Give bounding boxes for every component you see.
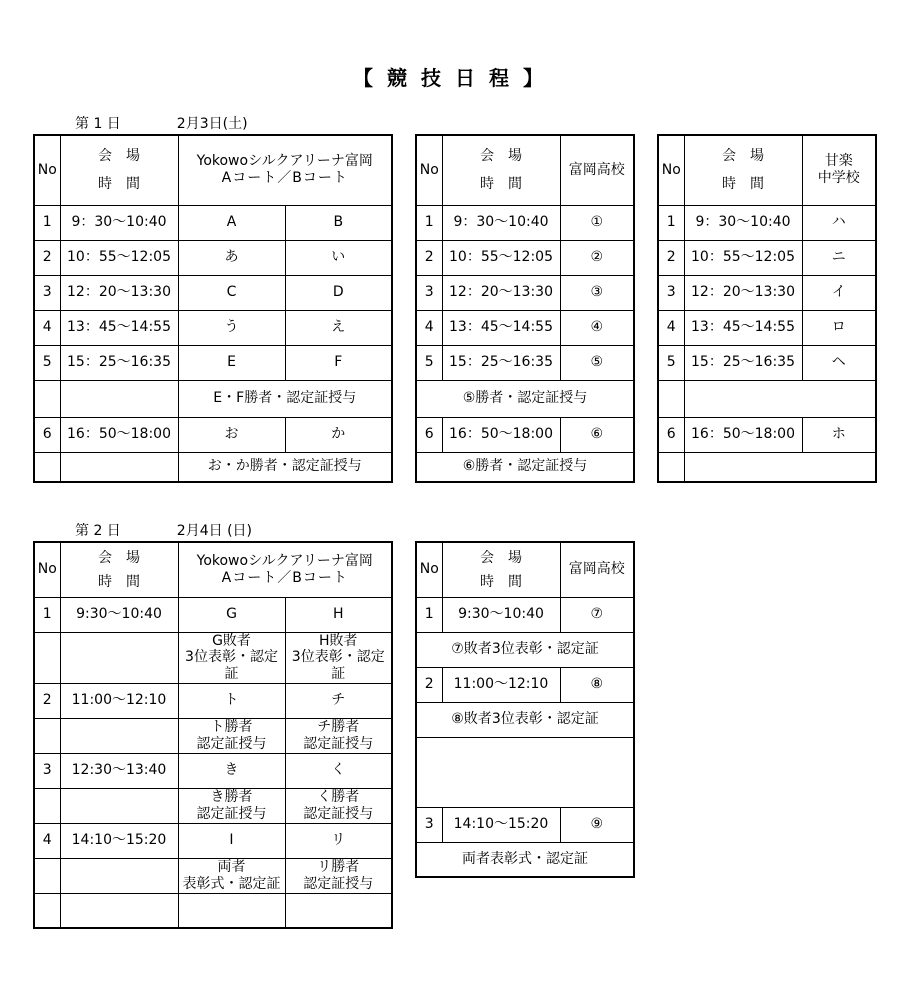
award-note: ⑤勝者・認定証授与 [416, 380, 634, 417]
table-row [34, 380, 392, 417]
match-number: ④ [560, 310, 634, 345]
row-time: 9：30〜10:40 [684, 205, 802, 240]
court-b-note [285, 718, 392, 753]
table-row [34, 823, 392, 858]
match-number: ② [560, 240, 634, 275]
court-b-match: リ [285, 823, 392, 858]
court-b-match: か [285, 417, 392, 452]
table-row [34, 788, 392, 823]
table-row [416, 597, 634, 632]
header-time: 時 間 [722, 176, 764, 193]
venue-name: Yokowoシルクアリーナ富岡 [196, 153, 373, 170]
note-line2: 認定証授与 [196, 735, 267, 752]
row-time: 13：45〜14:55 [684, 310, 802, 345]
venue-name: 富岡高校 [560, 542, 634, 597]
table-row [34, 417, 392, 452]
award-note: 両者表彰式・認定証 [416, 842, 634, 877]
header-no: No [416, 135, 442, 205]
match-number: ③ [560, 275, 634, 310]
row-time: 13：45〜14:55 [442, 310, 560, 345]
note-line1: 両者 [217, 859, 246, 876]
table-row [34, 632, 392, 683]
header-no: No [416, 542, 442, 597]
table-row [416, 667, 634, 702]
row-time: 15：25〜16:35 [60, 345, 178, 380]
day1-main-table [33, 134, 393, 483]
row-no: 6 [416, 417, 442, 452]
row-no: 3 [34, 275, 60, 310]
table-row [416, 807, 634, 842]
court-a-note [178, 788, 285, 823]
row-time: 9：30〜10:40 [60, 205, 178, 240]
court-a-note [178, 718, 285, 753]
row-time: 10：55〜12:05 [60, 240, 178, 275]
row-no [34, 452, 60, 482]
table-row [416, 240, 634, 275]
table-row [34, 893, 392, 928]
note-line2: 認定証授与 [303, 875, 374, 892]
row-time: 16：50〜18:00 [60, 417, 178, 452]
header-time: 時 間 [98, 176, 140, 193]
match-label: ホ [802, 417, 876, 452]
row-no: 6 [658, 417, 684, 452]
row-time: 12：20〜13:30 [442, 275, 560, 310]
table-row [416, 417, 634, 452]
table-row [416, 205, 634, 240]
table-row [416, 380, 634, 417]
row-no [34, 858, 60, 893]
row-time: 14:10〜15:20 [60, 823, 178, 858]
header-time: 時 間 [98, 573, 140, 590]
court-names: Aコート／Bコート [221, 170, 348, 187]
row-no [34, 788, 60, 823]
match-label: ロ [802, 310, 876, 345]
table-row [34, 275, 392, 310]
court-b-match: B [285, 205, 392, 240]
venue-name: 富岡高校 [560, 135, 634, 205]
row-no: 2 [416, 240, 442, 275]
row-no: 4 [658, 310, 684, 345]
row-no: 2 [658, 240, 684, 275]
row-time: 15：25〜16:35 [684, 345, 802, 380]
award-note: お・か勝者・認定証授与 [178, 452, 392, 482]
table-row [416, 702, 634, 737]
row-no: 3 [416, 807, 442, 842]
row-time: 16：50〜18:00 [684, 417, 802, 452]
page-title: 【競技日程】 [353, 66, 557, 90]
court-b-note [285, 632, 392, 683]
header-no: No [34, 542, 60, 597]
table-row [34, 310, 392, 345]
award-note [684, 380, 876, 417]
award-note: E・F勝者・認定証授与 [178, 380, 392, 417]
row-time: 12：20〜13:30 [60, 275, 178, 310]
row-no: 1 [416, 597, 442, 632]
award-note: ⑦敗者3位表彰・認定証 [416, 632, 634, 667]
match-number: ⑤ [560, 345, 634, 380]
note-line2: 3位表彰・認定証 [291, 649, 385, 683]
row-time: 9：30〜10:40 [442, 205, 560, 240]
award-note: ⑥勝者・認定証授与 [416, 452, 634, 482]
row-time: 16：50〜18:00 [442, 417, 560, 452]
row-no: 3 [416, 275, 442, 310]
header-venue: 会 場 [98, 549, 140, 566]
court-a-match: き [178, 753, 285, 788]
row-time [60, 632, 178, 683]
row-no: 3 [658, 275, 684, 310]
header-time: 時 間 [480, 573, 522, 590]
row-time: 10：55〜12:05 [442, 240, 560, 275]
court-b-match: H [285, 597, 392, 632]
court-b-note [285, 788, 392, 823]
court-a-match: E [178, 345, 285, 380]
venue-name-line2: 中学校 [817, 170, 860, 187]
header-venue: 会 場 [722, 148, 764, 165]
row-no [34, 893, 60, 928]
note-line1: リ勝者 [317, 859, 360, 876]
match-number: ① [560, 205, 634, 240]
row-no [658, 452, 684, 482]
row-time: 15：25〜16:35 [442, 345, 560, 380]
court-b-match [285, 893, 392, 928]
venue-name [802, 135, 876, 205]
header-no: No [34, 135, 60, 205]
row-no: 2 [416, 667, 442, 702]
header-venue-name [178, 135, 392, 205]
note-line2: 表彰式・認定証 [182, 875, 281, 892]
header-venue-time [442, 542, 560, 597]
day2-label: 第 2 日 2月4日 (日) [75, 523, 252, 539]
header-venue-time [60, 542, 178, 597]
match-number: ⑨ [560, 807, 634, 842]
match-label: ニ [802, 240, 876, 275]
row-time [60, 380, 178, 417]
table-row [658, 275, 876, 310]
table-row [416, 632, 634, 667]
table-row [34, 753, 392, 788]
table-row [416, 275, 634, 310]
note-line1: チ勝者 [317, 719, 360, 736]
row-time: 9:30〜10:40 [60, 597, 178, 632]
venue-name: Yokowoシルクアリーナ富岡 [196, 552, 373, 569]
venue-name-line1: 甘楽 [824, 153, 853, 170]
header-venue: 会 場 [98, 148, 140, 165]
table-row [658, 452, 876, 482]
row-no: 5 [416, 345, 442, 380]
table-row [34, 205, 392, 240]
row-time [60, 718, 178, 753]
header-time: 時 間 [480, 176, 522, 193]
table-row [658, 205, 876, 240]
row-time: 11:00〜12:10 [60, 683, 178, 718]
row-no: 5 [34, 345, 60, 380]
table-row [416, 737, 634, 807]
row-no: 1 [34, 205, 60, 240]
court-a-match: G [178, 597, 285, 632]
day2-tomioka-table [415, 541, 635, 878]
header-venue-time [60, 135, 178, 205]
note-line2: 認定証授与 [303, 805, 374, 822]
court-a-match: ト [178, 683, 285, 718]
row-no: 2 [34, 240, 60, 275]
court-b-match: D [285, 275, 392, 310]
table-row [34, 452, 392, 482]
table-row [34, 858, 392, 893]
row-time [60, 893, 178, 928]
match-label: イ [802, 275, 876, 310]
court-b-match: F [285, 345, 392, 380]
court-a-match: う [178, 310, 285, 345]
row-time: 14:10〜15:20 [442, 807, 560, 842]
row-time [60, 858, 178, 893]
row-no: 4 [34, 310, 60, 345]
court-b-match: チ [285, 683, 392, 718]
row-no [34, 380, 60, 417]
row-no [34, 718, 60, 753]
award-note [684, 452, 876, 482]
row-time: 10：55〜12:05 [684, 240, 802, 275]
header-no: No [658, 135, 684, 205]
empty-row [416, 737, 634, 807]
row-no: 6 [34, 417, 60, 452]
table-row [416, 842, 634, 877]
court-b-match: え [285, 310, 392, 345]
row-no [658, 380, 684, 417]
header-venue-time [442, 135, 560, 205]
table-row [416, 345, 634, 380]
row-no: 3 [34, 753, 60, 788]
header-venue-name [178, 542, 392, 597]
day2-main-table [33, 541, 393, 929]
court-a-match: あ [178, 240, 285, 275]
table-row [658, 380, 876, 417]
court-a-match: I [178, 823, 285, 858]
table-row [658, 310, 876, 345]
row-time: 12:30〜13:40 [60, 753, 178, 788]
header-venue: 会 場 [480, 549, 522, 566]
court-b-match: い [285, 240, 392, 275]
row-no: 1 [416, 205, 442, 240]
table-row [34, 683, 392, 718]
table-row [416, 310, 634, 345]
table-row [34, 240, 392, 275]
row-time [60, 452, 178, 482]
day1-tomioka-table [415, 134, 635, 483]
row-no: 4 [34, 823, 60, 858]
court-b-match: く [285, 753, 392, 788]
table-row [658, 345, 876, 380]
court-a-note [178, 632, 285, 683]
row-no: 4 [416, 310, 442, 345]
court-a-note [178, 858, 285, 893]
row-time: 11:00〜12:10 [442, 667, 560, 702]
row-time: 13：45〜14:55 [60, 310, 178, 345]
row-no: 1 [34, 597, 60, 632]
day1-label: 第 1 日 2月3日(土) [75, 116, 248, 132]
note-line1: G敗者 [212, 632, 251, 649]
match-label: ヘ [802, 345, 876, 380]
row-time [60, 788, 178, 823]
table-row [658, 240, 876, 275]
row-no: 1 [658, 205, 684, 240]
note-line1: き勝者 [210, 789, 253, 806]
court-a-match: A [178, 205, 285, 240]
note-line2: 認定証授与 [196, 805, 267, 822]
table-row [34, 718, 392, 753]
note-line1: く勝者 [317, 789, 360, 806]
note-line2: 3位表彰・認定証 [185, 649, 278, 683]
match-label: ハ [802, 205, 876, 240]
note-line1: H敗者 [318, 632, 358, 649]
match-number: ⑥ [560, 417, 634, 452]
court-a-match [178, 893, 285, 928]
match-number: ⑦ [560, 597, 634, 632]
row-no [34, 632, 60, 683]
note-line1: ト勝者 [210, 719, 253, 736]
court-names: Aコート／Bコート [221, 569, 348, 586]
table-row [658, 417, 876, 452]
match-number: ⑧ [560, 667, 634, 702]
row-no: 2 [34, 683, 60, 718]
table-row [34, 597, 392, 632]
award-note: ⑧敗者3位表彰・認定証 [416, 702, 634, 737]
day1-kanra-table [657, 134, 877, 483]
court-a-match: C [178, 275, 285, 310]
row-time: 9:30〜10:40 [442, 597, 560, 632]
header-venue: 会 場 [480, 148, 522, 165]
table-row [34, 345, 392, 380]
row-time: 12：20〜13:30 [684, 275, 802, 310]
row-no: 5 [658, 345, 684, 380]
table-row [416, 452, 634, 482]
header-venue-time [684, 135, 802, 205]
court-a-match: お [178, 417, 285, 452]
court-b-note [285, 858, 392, 893]
note-line2: 認定証授与 [303, 735, 374, 752]
